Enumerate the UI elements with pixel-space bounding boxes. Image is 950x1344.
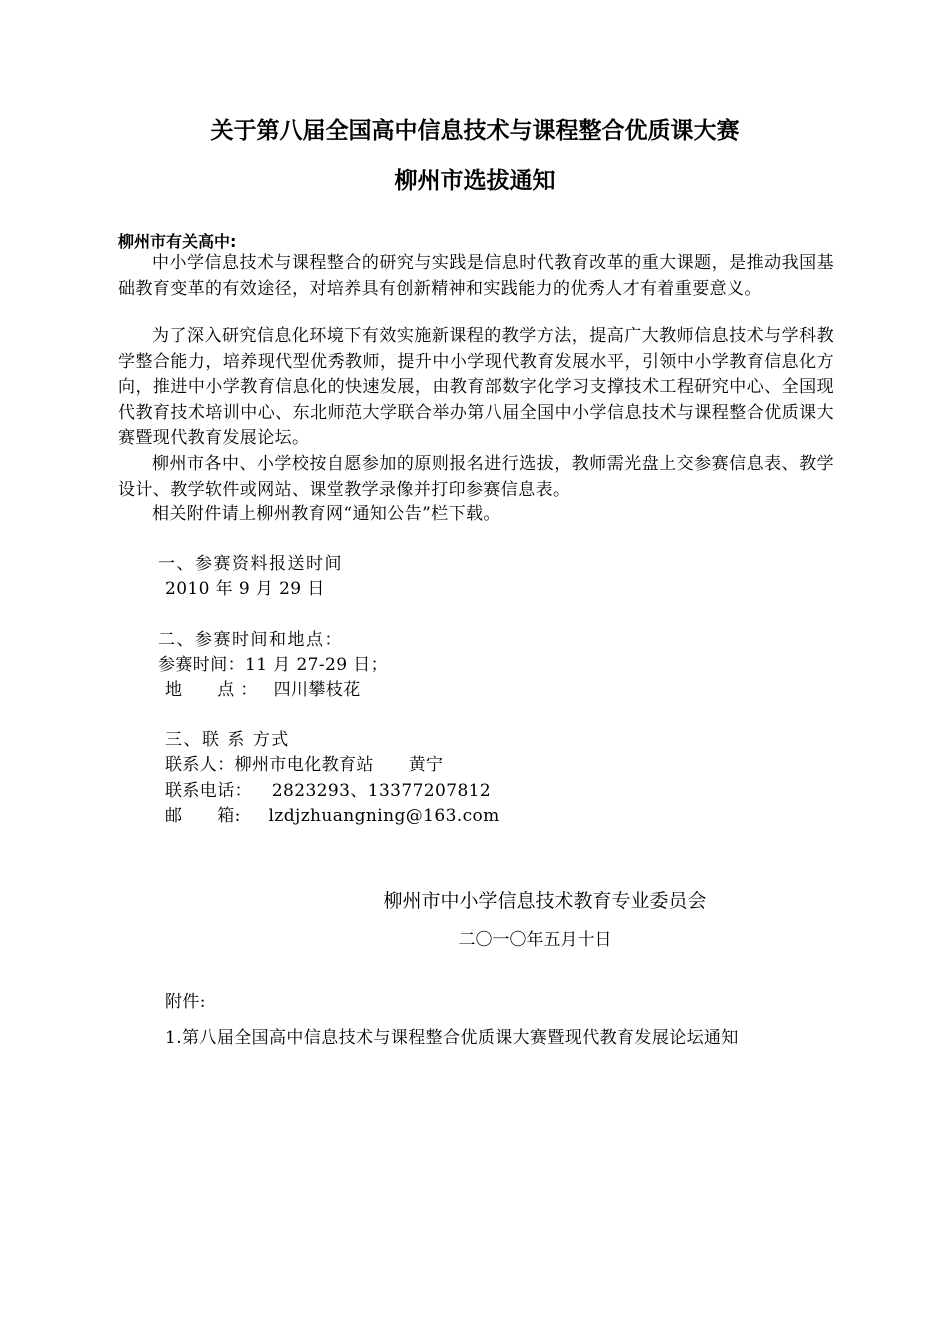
signature-date: 二〇一〇年五月十日 [458,930,612,950]
attachments-label: 附件: [165,992,206,1012]
document-title-line1: 关于第八届全国高中信息技术与课程整合优质课大赛 [210,118,740,144]
paragraph-intro: 中小学信息技术与课程整合的研究与实践是信息时代教育改革的重大课题，是推动我国基础教育变革的有效途径，对培养具有创新精神和实践能力的优秀人才有着重要意义。 [118,253,834,299]
section2-place [165,675,361,700]
place-value: 四川攀枝花 [273,680,361,700]
phone-label: 联系电话： [165,781,252,801]
phone-value: 2823293、13377207812 [271,781,492,801]
signature-org: 柳州市中小学信息技术教育专业委员会 [383,890,707,912]
place-label: 地 点 ： [165,680,258,700]
section1-date: 2010 年 9 月 29 日 [165,579,325,599]
section1-heading: 一、参赛资料报送时间 [158,554,343,574]
section2-heading: 二、参赛时间和地点： [158,630,343,650]
paragraph-purpose: 为了深入研究信息化环境下有效实施新课程的教学方法，提高广大教师信息技术与学科教学整合能力，培养现代型优秀教师，提升中小学现代教育发展水平，引领中小学教育信息化方向，推进中小学教育信息化的快速发展，由教育部数字化学习支撑技术工程研究中心、全国现代教育技术培训中心、东北师范大学联合举办第八届全国中小学信息技术与课程整合优质课大赛暨现代教育发展论坛。 [118,326,834,448]
paragraph-selection: 柳州市各中、小学校按自愿参加的原则报名进行选拔，教师需光盘上交参赛信息表、教学设计、教学软件或网站、课堂教学录像并打印参赛信息表。 [118,454,834,500]
contact-person: 联系人：柳州市电化教育站 黄宁 [165,755,444,775]
salutation: 柳州市有关高中: [118,232,237,251]
attachment-item: 1.第八届全国高中信息技术与课程整合优质课大赛暨现代教育发展论坛通知 [165,1028,739,1048]
contact-email [165,801,500,826]
email-value: lzdjzhuangning@163.com [268,806,500,826]
section2-time: 参赛时间：11 月 27-29 日； [158,655,389,675]
paragraph-download: 相关附件请上柳州教育网“通知公告”栏下载。 [152,504,501,524]
contact-phone [165,776,491,801]
email-label: 邮 箱: [165,806,241,826]
document-title-line2: 柳州市选拔通知 [394,168,556,194]
section3-heading: 三、联 系 方式 [165,730,290,750]
